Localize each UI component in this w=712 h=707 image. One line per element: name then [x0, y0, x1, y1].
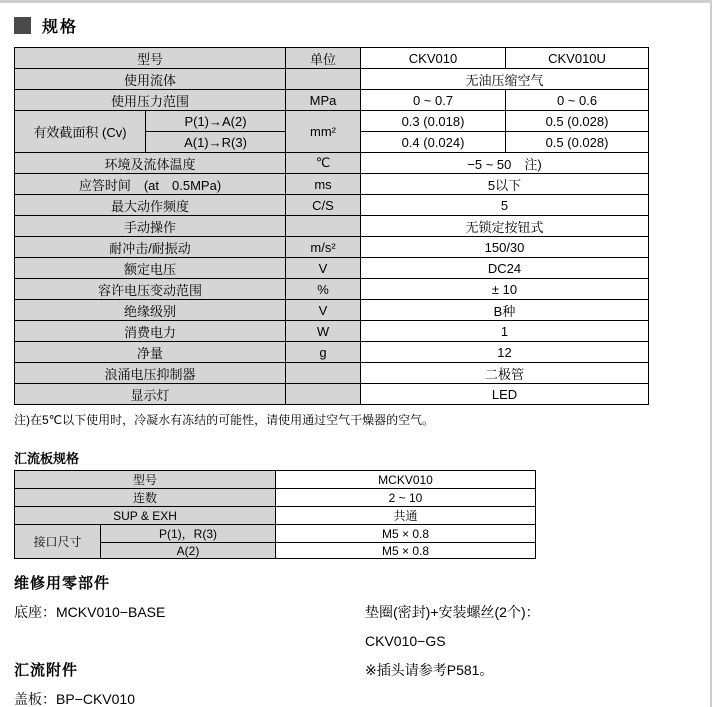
spec-header-row	[15, 48, 649, 69]
spec-row-cv-1	[15, 111, 649, 132]
repair-gasket-value: CKV010−GS	[365, 632, 446, 649]
row-unit: V	[286, 300, 361, 321]
row-unit: m/s²	[286, 237, 361, 258]
row-value: 5以下	[361, 174, 649, 195]
row-label: 型号	[15, 471, 276, 489]
row-unit-empty	[286, 69, 361, 90]
row-sublabel: P(1)→A(2)	[146, 111, 286, 132]
row-value-ckv010: 0.4 (0.024)	[361, 132, 506, 153]
row-label: 耐冲击/耐振动	[15, 237, 286, 258]
repair-parts-grid	[14, 597, 710, 707]
row-value: 二极管	[361, 363, 649, 384]
spec-header-unit: 单位	[286, 48, 361, 69]
row-value: 12	[361, 342, 649, 363]
spec-row-shock	[15, 237, 649, 258]
repair-gasket-label: 垫圈(密封)+安装螺丝(2个)：	[365, 603, 540, 620]
row-label: 接口尺寸	[15, 525, 101, 559]
row-unit: ms	[286, 174, 361, 195]
row-label: 手动操作	[15, 216, 286, 237]
manifold-row-sup-exh	[15, 507, 536, 525]
spec-footnote: 注)在5℃以下使用时，冷凝水有冻结的可能性，请使用通过空气干燥器的空气。	[14, 413, 435, 427]
accessory-section-title: 汇流附件	[14, 662, 79, 679]
row-value-ckv010: 0 ~ 0.7	[361, 90, 506, 111]
manifold-row-stations	[15, 489, 536, 507]
spec-row-temperature	[15, 153, 649, 174]
row-value: M5 × 0.8	[276, 525, 536, 543]
spec-row-response	[15, 174, 649, 195]
row-value-ckv010u: 0.5 (0.028)	[506, 111, 649, 132]
row-value-ckv010: 0.3 (0.018)	[361, 111, 506, 132]
row-value: 150/30	[361, 237, 649, 258]
spec-table	[14, 47, 649, 405]
spec-row-fluid	[15, 69, 649, 90]
row-value: MCKV010	[276, 471, 536, 489]
row-unit-empty	[286, 363, 361, 384]
row-value: 2 ~ 10	[276, 489, 536, 507]
spec-section-title	[14, 14, 710, 37]
row-value: B种	[361, 300, 649, 321]
row-value: ± 10	[361, 279, 649, 300]
row-label: 使用压力范围	[15, 90, 286, 111]
row-value-ckv010u: 0.5 (0.028)	[506, 132, 649, 153]
manifold-table	[14, 470, 536, 559]
spec-row-surge	[15, 363, 649, 384]
row-value: M5 × 0.8	[276, 543, 536, 559]
row-unit: V	[286, 258, 361, 279]
row-value: LED	[361, 384, 649, 405]
row-label: 使用流体	[15, 69, 286, 90]
spec-row-insulation	[15, 300, 649, 321]
spec-row-manual	[15, 216, 649, 237]
row-unit-empty	[286, 384, 361, 405]
spec-header-ckv010: CKV010	[361, 48, 506, 69]
manifold-row-port-1	[15, 525, 536, 543]
row-value: 无锁定按钮式	[361, 216, 649, 237]
row-unit: %	[286, 279, 361, 300]
section-marker-icon	[14, 17, 31, 34]
row-value: 5	[361, 195, 649, 216]
spec-row-weight	[15, 342, 649, 363]
repair-base: 底座：MCKV010−BASE	[14, 603, 166, 620]
spec-title-text: 规格	[42, 19, 79, 36]
row-sublabel: P(1)，R(3)	[101, 525, 276, 543]
row-unit: MPa	[286, 90, 361, 111]
repair-section-title: 维修用零部件	[14, 575, 111, 592]
spec-header-ckv010u: CKV010U	[506, 48, 649, 69]
row-label: 容许电压变动范围	[15, 279, 286, 300]
row-label: 消费电力	[15, 321, 286, 342]
row-label: 应答时间 (at 0.5MPa)	[15, 174, 286, 195]
spec-row-pressure	[15, 90, 649, 111]
manifold-row-model	[15, 471, 536, 489]
row-value-ckv010u: 0 ~ 0.6	[506, 90, 649, 111]
spec-row-power	[15, 321, 649, 342]
row-label: 绝缘级别	[15, 300, 286, 321]
spec-row-frequency	[15, 195, 649, 216]
row-label: 环境及流体温度	[15, 153, 286, 174]
row-label: 浪涌电压抑制器	[15, 363, 286, 384]
row-value: 无油压缩空气	[361, 69, 649, 90]
row-label: 额定电压	[15, 258, 286, 279]
row-sublabel: A(2)	[101, 543, 276, 559]
row-value: DC24	[361, 258, 649, 279]
spec-row-voltage	[15, 258, 649, 279]
row-label: 显示灯	[15, 384, 286, 405]
row-label: 净量	[15, 342, 286, 363]
spec-row-indicator	[15, 384, 649, 405]
row-value: 1	[361, 321, 649, 342]
spec-header-model: 型号	[15, 48, 286, 69]
row-unit: ℃	[286, 153, 361, 174]
manifold-section-title: 汇流板规格	[14, 451, 80, 466]
row-label: SUP & EXH	[15, 507, 276, 525]
row-label: 最大动作频度	[15, 195, 286, 216]
row-unit: W	[286, 321, 361, 342]
row-unit: C/S	[286, 195, 361, 216]
row-sublabel: A(1)→R(3)	[146, 132, 286, 153]
row-unit-empty	[286, 216, 361, 237]
accessory-cover: 盖板：BP−CKV010	[14, 690, 135, 707]
row-label: 有效截面积 (Cv)	[15, 111, 146, 153]
row-unit: g	[286, 342, 361, 363]
row-label: 连数	[15, 489, 276, 507]
plug-reference-note: ※插头请参考P581。	[365, 661, 494, 678]
row-value: 共通	[276, 507, 536, 525]
row-value: −5 ~ 50 注)	[361, 153, 649, 174]
row-unit: mm²	[286, 111, 361, 153]
spec-row-volt-range	[15, 279, 649, 300]
